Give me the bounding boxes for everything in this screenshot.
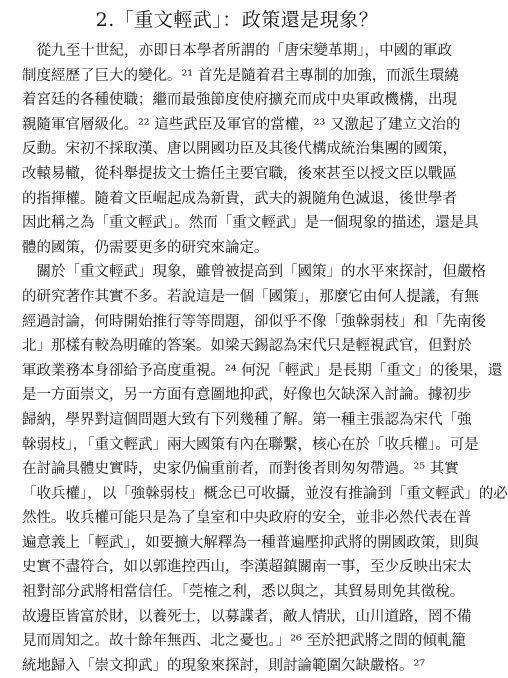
- paragraph-2: [22, 260, 508, 678]
- text-line: 在討論具體史實時，史家仍偏重前者，而對後者則匆匆帶過。²⁵ 其實: [22, 461, 459, 478]
- text-line: 「收兵權」，以「強榦弱枝」概念已可收攝，並沒有推論到「重文輕武」的必: [22, 485, 508, 502]
- text-line: 改轅易轍，從科舉提拔文士擔任主要官職，後來甚至以授文臣以戰區: [22, 165, 457, 182]
- text-line: 制度經歷了巨大的變化。²¹ 首先是隨着君主專制的加強，而派生環繞: [22, 67, 459, 84]
- text-line: 經過討論，何時開始推行等等問題，卻似乎不像「強榦弱枝」和「先南後: [22, 313, 486, 330]
- section-heading: 2.「重文輕武」：政策還是現象？: [95, 9, 379, 31]
- text-line: 從九至十世紀，亦即日本學者所謂的「唐宋變革期」，中國的軍政: [22, 43, 452, 59]
- text-line: 見而周知之。故十餘年無西、北之憂也。」²⁶ 至於把武將之問的傾軋籠: [22, 633, 466, 650]
- text-line: 着宮廷的各種使職；繼而最強節度使府擴充而成中央軍政機構，出現: [22, 92, 457, 109]
- text-line: 歸納，學界對這個問題大致有下列幾種了解。第一種主張認為宋代「強: [22, 411, 472, 428]
- text-line: 的指揮權。隨着文臣崛起成為新貴，武夫的親隨角色滅退，後世學者: [22, 190, 457, 207]
- text-line: 故邊臣皆富於財，以養死士，以募諜者，敵人情狀，山川道路，罔不備: [22, 608, 472, 625]
- text-line: 關於「重文輕武」現象，雖曾被提高到「國策」的水平來探討，但嚴格: [22, 264, 486, 281]
- text-line: 的研究著作其實不多。若說這是一個「國策」，那麼它由何人提議，有無: [22, 288, 479, 305]
- text-line: 體的國策，仍需要更多的研究來論定。: [22, 239, 269, 256]
- text-line: 反動。宋初不採取漢、唐以開國功臣及其後代構成統治集團的國策，: [22, 141, 457, 158]
- text-line: 親隨軍官層級化。²² 這些武臣及軍官的當權，²³ 又激起了建立文治的: [22, 116, 461, 133]
- text-line: 統地歸入「崇文抑武」的現象來探討，則討論範圍欠缺嚴格。²⁷: [22, 657, 426, 674]
- text-line: 是一方面崇文，另一方面有意圖地抑武，好像也欠缺深入討論。據初步: [22, 387, 472, 404]
- text-line: 遍意義上「輕武」，如要擴大解釋為一種普遍壓抑武將的開國政策，則與: [22, 534, 479, 551]
- text-line: 軍政業務本身卻給予高度重視。²⁴ 何況「輕武」是長期「重文」的後果，還: [22, 362, 503, 379]
- text-line: 榦弱枝」，「重文輕武」兩大國策有內在聯繫，核心在於「收兵權」。可是: [22, 436, 479, 453]
- text-line: 北」那樣有較為明確的答案。如梁天錫認為宋代只是輕視武官，但對於: [22, 338, 472, 355]
- text-line: 祖對部分武將相當信任。「莞榷之利，悉以與之，其貿易則免其徵稅。: [22, 584, 465, 601]
- text-line: 史實不盡符合，如以郭進控西山，李漢超鎮關南一事，至少反映出宋太: [22, 559, 472, 576]
- text-line: 然性。收兵權可能只是為了皇室和中央政府的安全，並非必然代表在普: [22, 510, 472, 527]
- text-line: 因此稱之為「重文輕武」。然而「重文輕武」是一個現象的描述，還是具: [22, 215, 479, 232]
- paragraph-1: [22, 39, 479, 260]
